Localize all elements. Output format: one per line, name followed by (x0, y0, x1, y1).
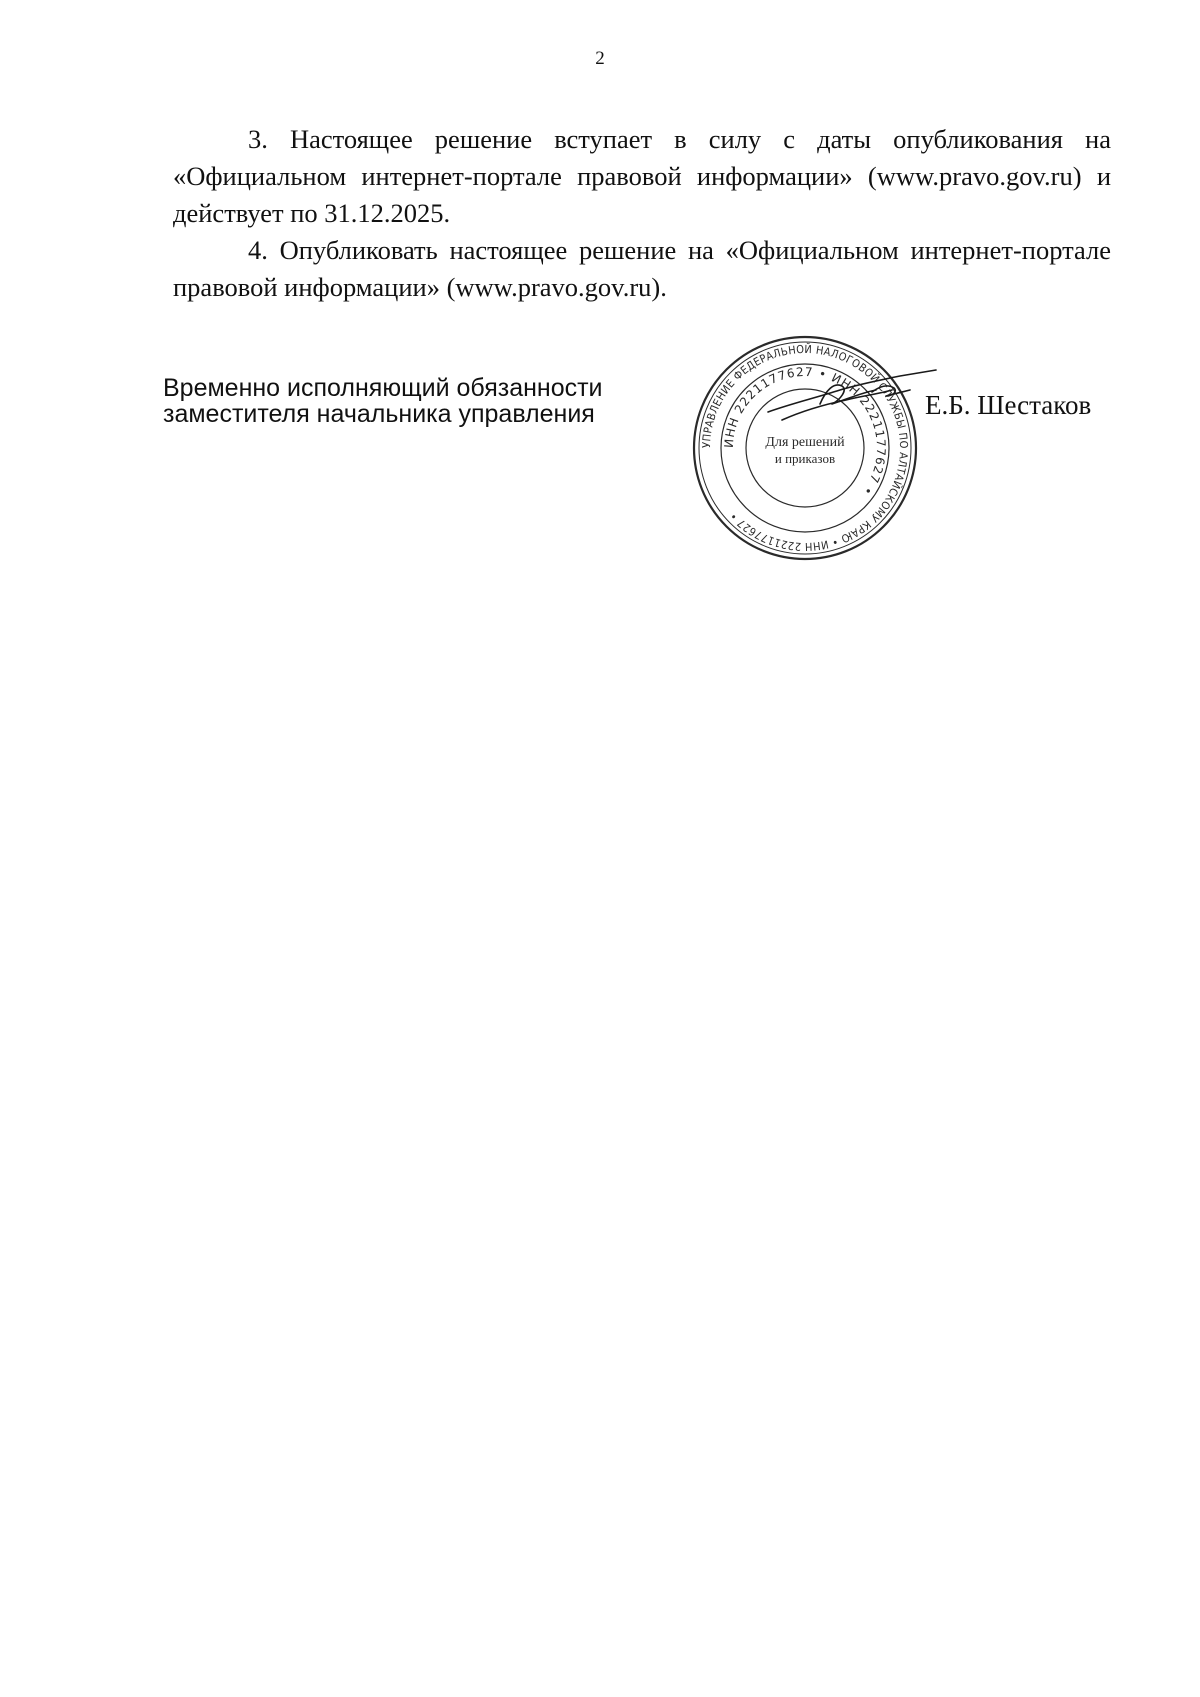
document-body (173, 121, 1111, 306)
position-line-2: заместителя начальника управления (163, 400, 595, 428)
stamp-center-line-1: Для решений (765, 435, 845, 450)
stamp-outer-text: УПРАВЛЕНИЕ ФЕДЕРАЛЬНОЙ НАЛОГОВОЙ СЛУЖБЫ ПО АЛТАЙСКОМУ КРАЮ • ИНН 2221177627 • (699, 342, 911, 554)
signatory-position (163, 375, 683, 427)
paragraph-4: 4. Опубликовать настоящее решение на «Официальном интернет-портале правовой информации» (www.pravo.gov.ru). (173, 235, 1111, 302)
page-number: 2 (595, 48, 605, 69)
handwritten-signature (760, 360, 940, 440)
signer-name: Е.Б. Шестаков (925, 390, 1092, 420)
stamp-center-line-2: и приказов (774, 451, 836, 466)
stamp-inner-text: ИНН 2221177627 • ИНН 2221177627 • (721, 364, 889, 499)
position-line-1: Временно исполняющий обязанности (163, 374, 603, 402)
paragraph-3: 3. Настоящее решение вступает в силу с даты опубликования на «Официальном интернет-портале правовой информации» (www.pravo.gov.ru) и действует по 31.12.2025. (173, 124, 1111, 228)
